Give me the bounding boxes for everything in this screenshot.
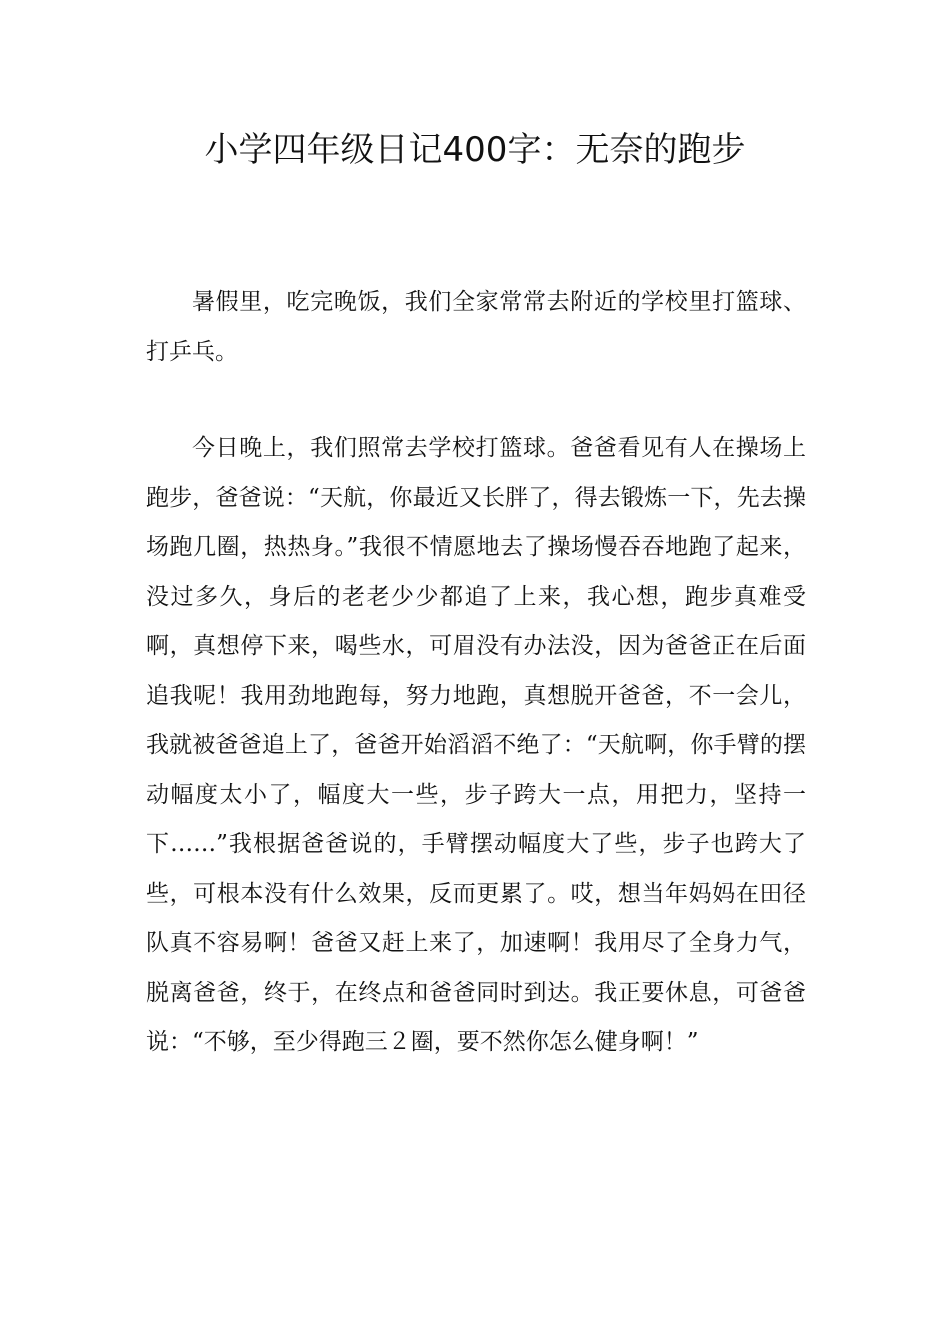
paragraph-2: 今日晚上，我们照常去学校打篮球。爸爸看见有人在操场上跑步，爸爸说：“天航，你最近又长胖了，得去锻炼一下，先去操场跑几圈，热热身。”我很不情愿地去了操场慢吞吞地跑了起来，没过多久，身后的老老少少都追了上来，我心想，跑步真难受啊，真想停下来，喝些水，可眉没有办法没，因为爸爸正在后面追我呢！我用劲地跑每，努力地跑，真想脱开爸爸，不一会儿，我就被爸爸追上了，爸爸开始滔滔不绝了：“天航啊，你手臂的摆动幅度太小了，幅度大一些，步子跨大一点，用把力，坚持一下……”我根据爸爸说的，手臂摆动幅度大了些，步子也跨大了些，可根本没有什么效果，反而更累了。哎，想当年妈妈在田径队真不容易啊！爸爸又赶上来了，加速啊！我用尽了全身力气，脱离爸爸，终于，在终点和爸爸同时到达。我正要休息，可爸爸说：“不够，至少得跑三２圈，要不然你怎么健身啊！” <box>146 435 806 1055</box>
paragraph-1: 暑假里，吃完晚饭，我们全家常常去附近的学校里打篮球、打乒乓。 <box>146 289 806 365</box>
document-title: 小学四年级日记400字：无奈的跑步 <box>204 130 746 170</box>
